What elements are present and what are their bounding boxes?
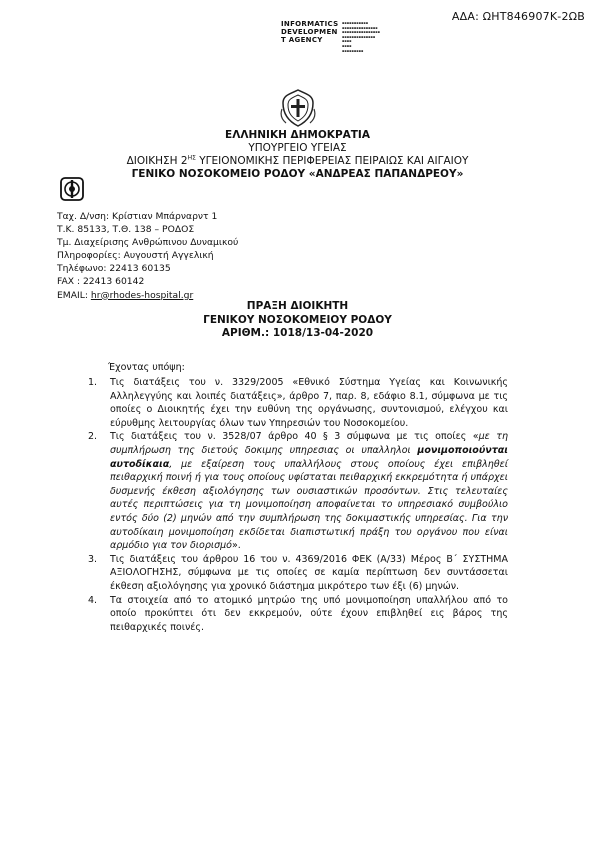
department-line: Τμ. Διαχείρισης Ανθρώπινου Δυναμικού	[57, 237, 239, 249]
item-text: Τα στοιχεία από το ατομικό μητρώο της υπό μονιμοποίηση υπαλλήλου από το οποίο προκύπτει ότι δεν εκκρεμούν, ούτε έχουν επιβληθεί εις βάρος της πειθαρχικές ποινές.	[110, 594, 508, 633]
contact-person-line: Πληροφορίες: Αυγουστή Αγγελική	[57, 250, 214, 262]
item-text: Τις διατάξεις του άρθρου 16 του ν. 4369/2016 ΦΕΚ (Α/33) Μέρος Β΄ ΣΥΣΤΗΜΑ ΑΞΙΟΛΟΓΗΣΗΣ, σύμφωνα με τις οποίες σε καμία περίπτωση δεν συντάσσεται έκθεση αξιολόγησης για χρονικό διάστημα μικρότερο των έξι (6) μηνών.	[110, 553, 508, 592]
stamp-fine-print: ▪▪▪▪▪▪▪▪▪▪▪ ▪▪▪▪▪▪▪▪▪▪▪▪▪▪▪ ▪▪▪▪▪▪▪▪▪▪▪▪▪▪▪▪ ▪▪▪▪▪▪▪▪▪▪▪▪▪▪ ▪▪▪▪ ▪▪▪▪ ▪▪▪▪▪▪▪▪▪	[342, 21, 380, 53]
email-link[interactable]: hr@rhodes-hospital.gr	[90, 289, 194, 301]
republic-heading: ΕΛΛΗΝΙΚΗ ΔΗΜΟΚΡΑΤΙΑ	[225, 129, 370, 141]
item-number: 2.	[88, 431, 98, 443]
greek-coat-of-arms-icon	[280, 89, 316, 127]
act-title-line: ΓΕΝΙΚΟΥ ΝΟΣΟΚΟΜΕΙΟΥ ΡΟΔΟΥ	[203, 313, 392, 326]
document-header	[0, 129, 595, 181]
administration-heading: ΔΙΟΙΚΗΣΗ $2^{H\Sigma}$ ΥΓΕΙΟΝΟΜΙΚΗΣ ΠΕΡΙΦΕΡΕΙΑΣ ΠΕΙΡΑΙΩΣ ΚΑΙ ΑΙΓΑΙΟΥ	[126, 154, 469, 167]
hospital-heading: ΓΕΝΙΚΟ ΝΟΣΟΚΟΜΕΙΟ ΡΟΔΟΥ «ΑΝΔΡΕΑΣ ΠΑΠΑΝΔΡΕΟΥ»	[131, 168, 464, 180]
list-item	[88, 430, 508, 552]
considerations-list	[88, 376, 508, 634]
stamp-line: DEVELOPMEN	[281, 28, 338, 36]
digital-signature-stamp	[281, 20, 338, 44]
item-text: ».	[231, 540, 241, 552]
stamp-line: T AGENCY	[281, 36, 323, 44]
sender-address-block	[57, 210, 238, 302]
act-title	[0, 300, 595, 341]
ministry-heading: ΥΠΟΥΡΓΕΙΟ ΥΓΕΙΑΣ	[248, 142, 347, 154]
address-line: Ταχ. Δ/νση: Κρίστιαν Μπάρναρντ 1	[57, 211, 218, 222]
considerations-intro: Έχοντας υπόψη:	[108, 362, 185, 373]
emphasized-text: μονιμοποιούνται αυτοδίκαια	[110, 444, 508, 470]
item-number: 4.	[88, 594, 98, 606]
email-line: EMAIL: hr@rhodes-hospital.gr	[57, 289, 194, 301]
quoted-text: με τη συμπλήρωση της διετούς δοκιμης υπηρεσιας οι υπαλληλοι	[110, 431, 508, 456]
item-number: 1.	[88, 377, 98, 388]
hospital-logo-icon	[60, 177, 84, 201]
ada-code: ΑΔΑ: ΩΗΤ846907Κ-2ΩΒ	[451, 10, 585, 23]
act-title-line: ΠΡΑΞΗ ΔΙΟΙΚΗΤΗ	[246, 300, 349, 312]
quoted-text: , με εξαίρεση τους υπαλλήλους στους οποίους έχει επιβληθεί πειθαρχική ποινή ή για τους οποίους υφίσταται πειθαρχική εκκρεμότητα ή υπάρχει δυσμενής έκθεση αξιολόγησης των ουσιαστικών προσόντων. Στις τελευταίες αυτές περιπτώσεις για τη μονιμοποίηση αποφαίνεται το υπηρεσιακό συμβούλιο εντός δύο (2) μηνών από την συμπλήρωση της δοκιμαστικής υπηρεσίας. Για την αυτοδίκαιη μονιμοποίηση εκδίδεται διαπιστωτική πράξη του οργάνου που είναι αρμόδιο για τον διορισμό	[110, 458, 508, 552]
item-text: Τις διατάξεις του ν. 3329/2005 «Εθνικό Σύστημα Υγείας και Κοινωνικής Αλληλεγγύης και λοιπές διατάξεις», άρθρο 7, παρ. 8, εδάφιο 8.1, σύμφωνα με τις οποίες ο Διοικητής έχει την ευθύνη της οργάνωσης, συντονισμού, ελέγχου και εύρυθμης λειτουργίας όλων των Υπηρεσιών του Νοσοκομείου.	[110, 377, 508, 429]
list-item	[88, 553, 508, 594]
act-number: ΑΡΙΘΜ.: 1018/13-04-2020	[221, 327, 374, 339]
address-line: Τ.Κ. 85133, Τ.Θ. 138 – ΡΟΔΟΣ	[57, 224, 195, 236]
fax-line: FAX : 22413 60142	[57, 276, 145, 288]
phone-line: Τηλέφωνο: 22413 60135	[57, 263, 171, 275]
item-text: Τις διατάξεις του ν. 3528/07 άρθρο 40 § 3 σύμφωνα με τις οποίες «	[110, 431, 479, 443]
stamp-line: INFORMATICS	[281, 20, 339, 28]
list-item	[88, 594, 508, 635]
item-number: 3.	[88, 553, 98, 565]
list-item	[88, 376, 508, 430]
